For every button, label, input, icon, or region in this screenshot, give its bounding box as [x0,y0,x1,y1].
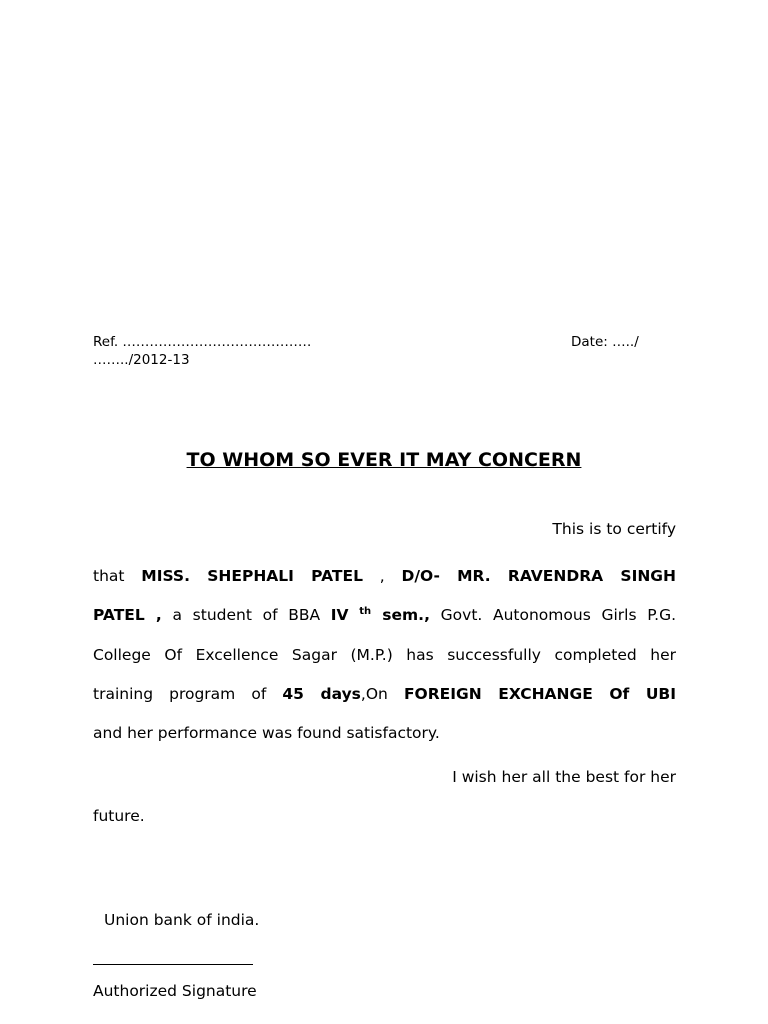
semester-suffix: th [359,606,372,618]
parent-name: D/O- MR. RAVENDRA SINGH [401,567,677,585]
date-field: Date: …../ [571,334,639,350]
body-line-1: that MISS. SHEPHALI PATEL , D/O- MR. RAVENDRA SINGH [93,567,677,585]
training-duration: 45 days [282,684,361,703]
body-line-2: PATEL , a student of BBA IV $^{th}$ sem., Govt. Autonomous Girls P.G. [93,606,677,625]
letter-title: TO WHOM SO EVER IT MAY CONCERN [186,449,582,471]
date-continuation: ……../2012-13 [93,352,190,368]
best-wishes-cont: future. [93,807,145,825]
body-line-5: and her performance was found satisfactory. [93,724,440,743]
authorized-signature-label: Authorized Signature [93,982,257,1000]
training-subject: FOREIGN EXCHANGE Of UBI [403,684,677,703]
certificate-body [93,557,676,753]
semester-label: sem., [371,606,430,625]
body-line-3: College Of Excellence Sagar (M.P.) has successfully completed her [93,645,676,664]
best-wishes: I wish her all the best for her [452,768,676,786]
bank-name: Union bank of india. [104,911,260,929]
reference-number: Ref. …………………………………… [93,334,312,350]
signature-line [93,964,253,965]
parent-name-cont: PATEL , [93,606,162,625]
student-name: MISS. SHEPHALI PATEL [141,567,363,585]
certify-intro: This is to certify [552,520,676,538]
semester: IV [330,606,349,625]
body-line-4: training program of 45 days,On FOREIGN EXCHANGE Of UBI [93,684,677,703]
